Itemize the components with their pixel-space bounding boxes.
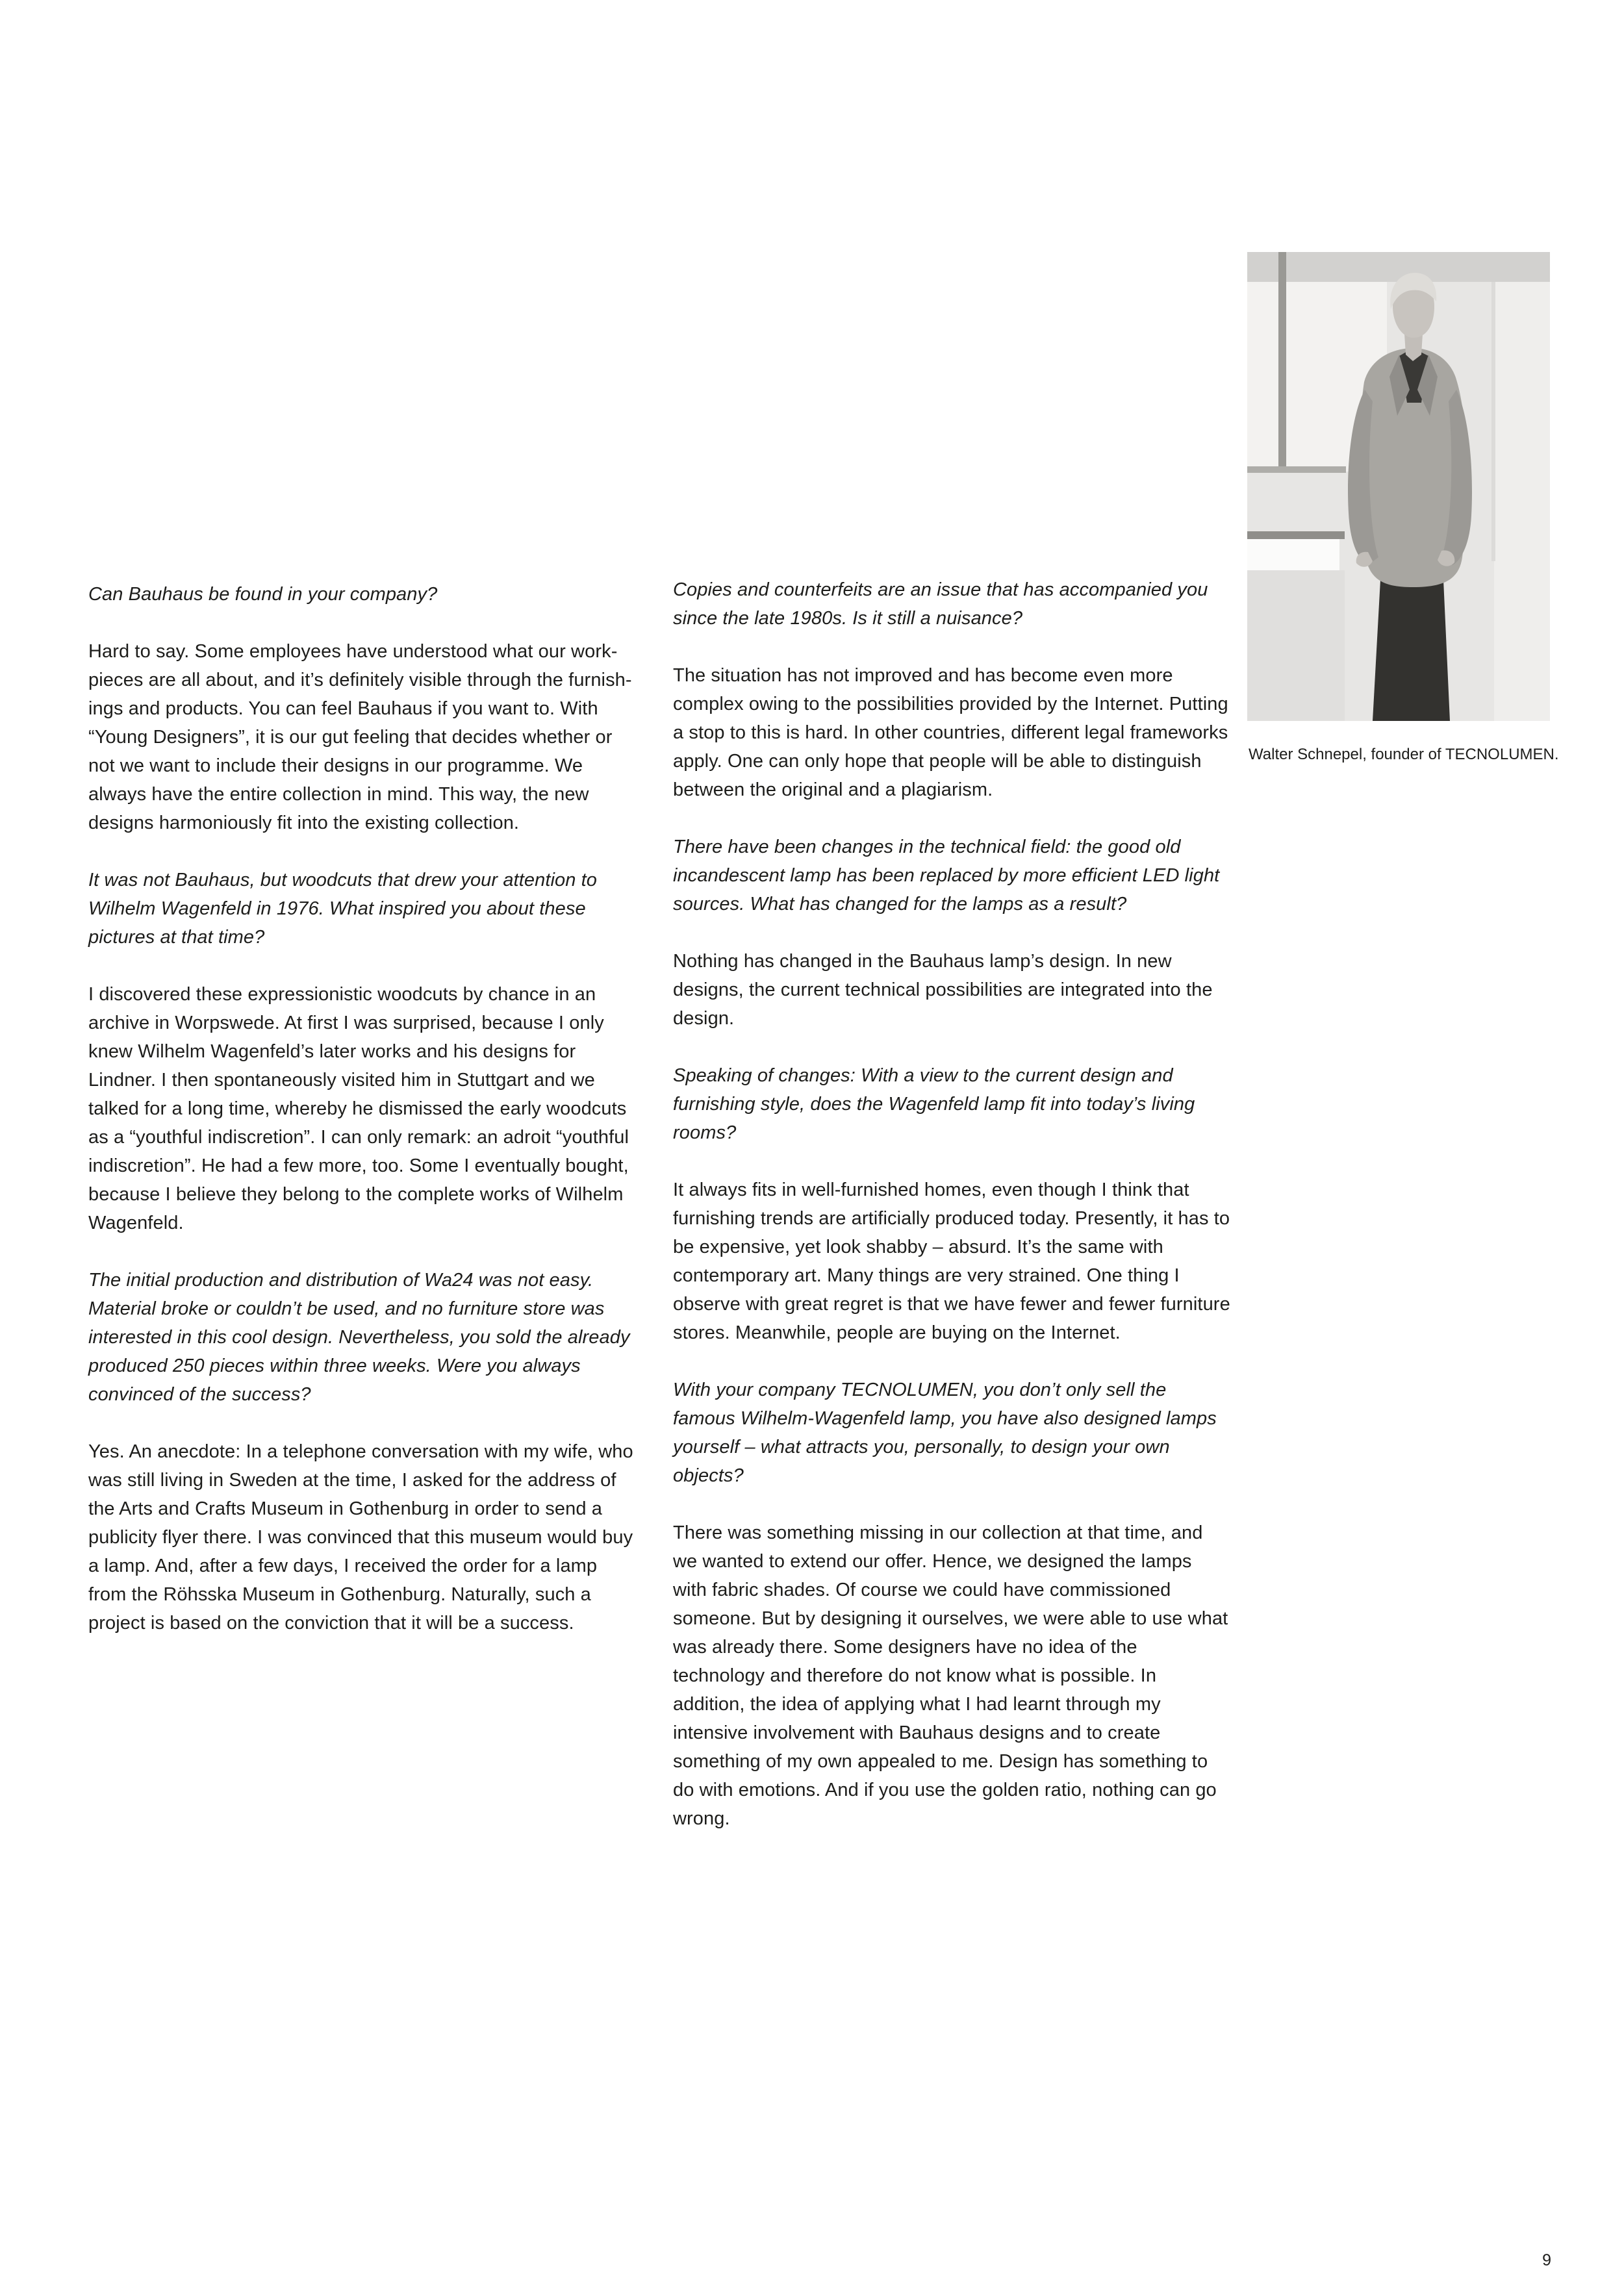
- interview-question: Can Bauhaus be found in your company?: [88, 584, 438, 605]
- interview-question: There have been changes in the technical field: the good old incandescent lamp has been replaced by more efficient LED light sources. What has changed for the lamps as a result?: [673, 837, 1220, 915]
- interview-question: It was not Bauhaus, but woodcuts that drew your attention to Wilhelm Wagenfeld in 1976. What inspired you about these pictures at that time?: [88, 870, 598, 948]
- portrait-photo-illustration: [1247, 252, 1550, 721]
- interview-answer: Nothing has changed in the Bauhaus lamp’s design. In new designs, the current technical possibilities are integrated into the design.: [673, 951, 1213, 1029]
- interview-answer: There was something missing in our collection at that time, and we wanted to extend our offer. Hence, we designed the lamps with fabric shades. Of course we could have commissioned someone. But by designing it ourselves, we were able to use what was already there. Some designers have no idea of the technology and therefore do not know what is possible. In addition, the idea of applying what I had learnt through my intensive involvement with Bauhaus designs and to create something of my own appealed to me. Design has something to do with emotions. And if you use the golden ratio, nothing can go wrong.: [673, 1522, 1228, 1829]
- interview-question: The initial production and distribution of Wa24 was not easy. Material broke or couldn’t be used, and no furniture store was interested in this cool design. Nevertheless, you sold the already produced 250 pieces within three weeks. Were you always convinced of the success?: [88, 1270, 630, 1405]
- photo-caption: Walter Schnepel, founder of TECNOLUMEN.: [1249, 746, 1559, 763]
- interview-answer: Yes. An anecdote: In a telephone conversation with my wife, who was still living in Sweden at the time, I asked for the address of the Arts and Crafts Museum in Gothenburg in order to send a publicity flyer there. I was convinced that this museum would buy a lamp. And, after a few days, I received the order for a lamp from the Röhsska Museum in Gothenburg. Naturally, such a project is based on the conviction that it will be a success.: [88, 1441, 633, 1634]
- interview-column-left: [88, 580, 637, 1637]
- interview-column-right: [673, 575, 1230, 1833]
- interview-answer: I discovered these expressionistic woodcuts by chance in an archive in Worpswede. At first I was surprised, because I only knew Wilhelm Wagenfeld’s later works and his designs for Lindner. I then spontaneously visited him in Stuttgart and we talked for a long time, whereby he dismissed the early woodcuts as a “youthful indiscretion”. I can only remark: an adroit “youthful indiscretion”. He had a few more, too. Some I eventually bought, because I believe they belong to the complete works of Wilhelm Wagenfeld.: [88, 984, 629, 1233]
- interview-question: Speaking of changes: With a view to the current design and furnishing style, does the Wagenfeld lamp fit into today’s living rooms?: [673, 1065, 1195, 1143]
- interview-question: Copies and counterfeits are an issue that has accompanied you since the late 1980s. Is it still a nuisance?: [673, 579, 1208, 629]
- portrait-photo: [1247, 252, 1550, 721]
- interview-answer: Hard to say. Some employees have understood what our workpieces are all about, and it’s definitely visible through the furnishings and products. You can feel Bauhaus if you want to. With “Young Designers”, it is our gut feeling that decides whether or not we want to include their designs in our programme. We always have the entire collection in mind. This way, the new designs harmoniously fit into the existing collection.: [88, 641, 632, 833]
- page-number: 9: [1542, 2251, 1551, 2269]
- interview-question: With your company TECNOLUMEN, you don’t only sell the famous Wilhelm-Wagenfeld lamp, you have also designed lamps yourself – what attracts you, personally, to design your own objects?: [673, 1380, 1217, 1486]
- interview-answer: The situation has not improved and has become even more complex owing to the possibilities provided by the Internet. Putting a stop to this is hard. In other countries, different legal frameworks apply. One can only hope that people will be able to distinguish between the original and a plagiarism.: [673, 665, 1228, 800]
- interview-answer: It always fits in well-furnished homes, even though I think that furnishing trends are artificially produced today. Presently, it has to be expensive, yet look shabby – absurd. It’s the same with contemporary art. Many things are very strained. One thing I observe with great regret is that we have fewer and fewer furniture stores. Meanwhile, people are buying on the Internet.: [673, 1180, 1230, 1343]
